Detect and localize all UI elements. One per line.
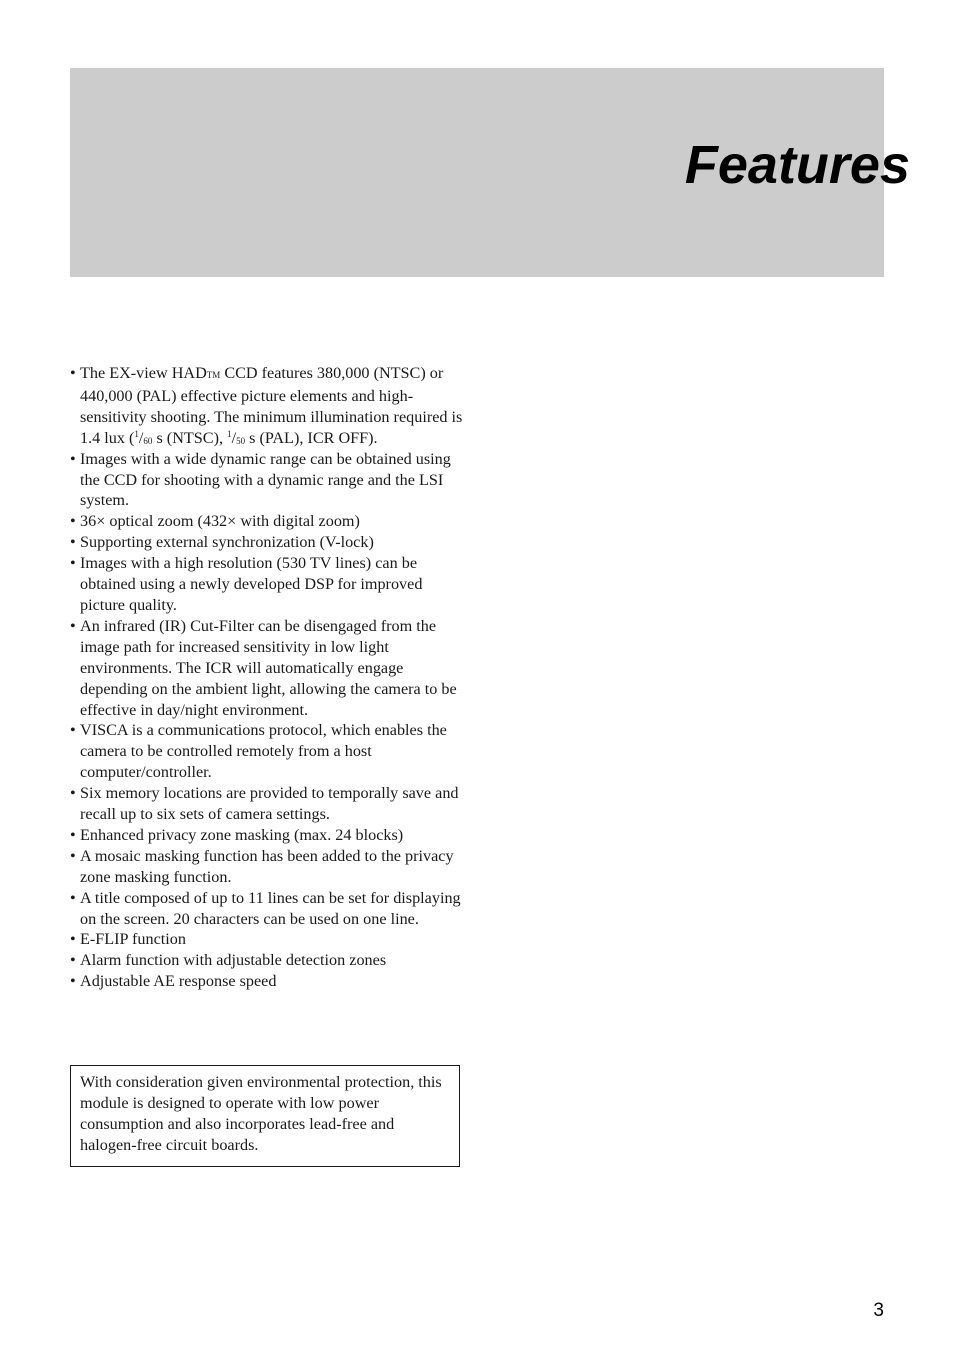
list-item [70,616,470,721]
bullet: • [70,972,76,991]
bullet: • [70,721,76,740]
bullet: • [70,554,76,573]
bullet: • [70,825,76,844]
list-item-text: VISCA is a communications protocol, which enables the camera to be controlled remotely from a host computer/controller. [80,721,447,782]
list-item-text: Images with a wide dynamic range can be obtained using the CCD for shooting with a dynamic range and the LSI system. [80,449,451,510]
environmental-notice-text: With consideration given environmental protection, this module is designed to operate with low power consumption and also incorporates lead-free and halogen-free circuit boards. [80,1073,442,1154]
list-item-text: E-FLIP function [80,930,186,949]
bullet: • [70,930,76,949]
list-item [70,553,470,616]
list-item [70,532,470,553]
list-item [70,720,470,783]
bullet: • [70,784,76,803]
list-item [70,888,470,930]
list-item [70,511,470,532]
feature-list [70,363,470,992]
list-item-text: Supporting external synchronization (V-lock) [80,533,374,552]
page-title: Features [684,135,910,195]
environmental-notice-box [70,1065,460,1167]
bullet: • [70,364,76,382]
list-item-text: Images with a high resolution (530 TV lines) can be obtained using a newly developed DSP for improved picture quality. [80,554,423,614]
list-item-text: A title composed of up to 11 lines can be set for displaying on the screen. 20 characters can be used on one line. [80,888,461,928]
bullet: • [70,616,76,635]
bullet: • [70,888,76,907]
list-item-text: Enhanced privacy zone masking (max. 24 blocks) [80,825,404,844]
list-item [70,783,470,825]
page-number: 3 [873,1300,884,1321]
list-item-text: Alarm function with adjustable detection zones [80,951,387,970]
list-item-text: Adjustable AE response speed [80,972,277,991]
list-item [70,449,470,512]
list-item [70,971,470,992]
list-item [70,929,470,950]
list-item-text: Six memory locations are provided to temporally save and recall up to six sets of camera settings. [80,784,459,824]
bullet: • [70,533,76,552]
bullet: • [70,449,76,468]
list-item [70,846,470,888]
list-item-text: 36× optical zoom (432× with digital zoom) [80,512,360,531]
list-item: • The EX-view HADTM CCD features 380,000 (NTSC) or 440,000 (PAL) effective picture elements and high-sensitivity shooting. The minimum illumination required is 1.4 lux ($^1/_{60}$ s (NTSC), $^1/_{50}$ s (PAL), ICR OFF). [70,364,463,447]
bullet: • [70,512,76,531]
list-item [70,825,470,846]
list-item-text: A mosaic masking function has been added to the privacy zone masking function. [80,846,454,886]
list-item-text: An infrared (IR) Cut-Filter can be disengaged from the image path for increased sensitivity in low light environments. The ICR will automatically engage depending on the ambient light, allowing the camera to be effective in day/night environment. [80,616,457,719]
bullet: • [70,951,76,970]
bullet: • [70,846,76,865]
list-item [70,950,470,971]
